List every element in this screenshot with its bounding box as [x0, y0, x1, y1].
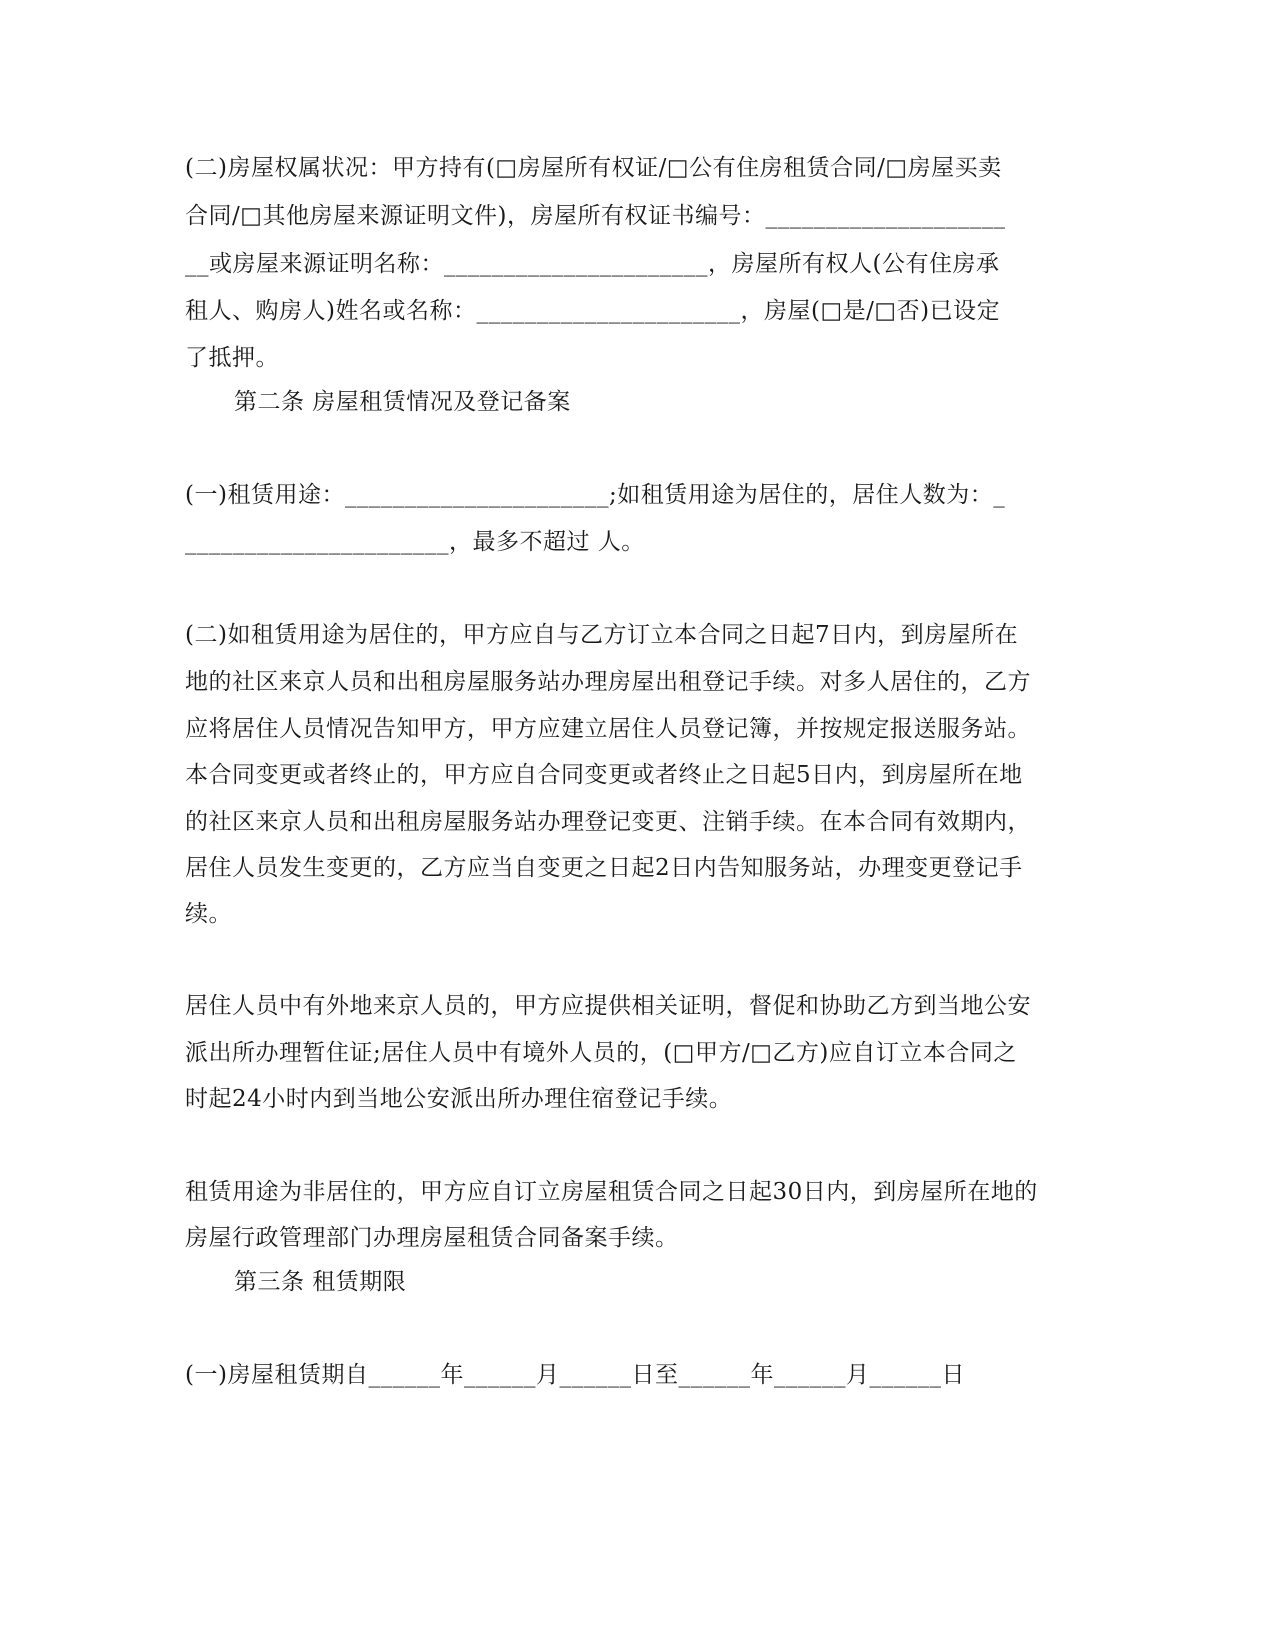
text-line: 本合同变更或者终止的，甲方应自合同变更或者终止之日起5日内，到房屋所在地 [185, 762, 1023, 788]
text-line: 合同/□其他房屋来源证明文件)，房屋所有权证书编号：____________________ [185, 203, 1006, 229]
text-line: __或房屋来源证明名称：______________________，房屋所有权人(公有住房承 [185, 251, 1000, 277]
text-line: 房屋行政管理部门办理房屋租赁合同备案手续。 [185, 1225, 679, 1251]
text-line: 续。 [185, 901, 232, 927]
text-line: 地的社区来京人员和出租房屋服务站办理房屋出租登记手续。对多人居住的，乙方 [185, 669, 1031, 695]
text-line: 租赁用途为非居住的，甲方应自订立房屋租赁合同之日起30日内，到房屋所在地的 [185, 1179, 1038, 1205]
text-line: ______________________，最多不超过 人。 [185, 529, 645, 555]
text-line: 派出所办理暂住证;居住人员中有境外人员的，(□甲方/□乙方)应自订立本合同之 [185, 1040, 1017, 1066]
text-line: 了抵押。 [185, 345, 279, 371]
text-line: 居住人员发生变更的，乙方应当自变更之日起2日内告知服务站，办理变更登记手 [185, 855, 1023, 881]
text-line: (一)租赁用途：______________________;如租赁用途为居住的，居住人数为：_ [185, 482, 1006, 508]
text-line: 时起24小时内到当地公安派出所办理住宿登记手续。 [185, 1086, 733, 1112]
text-line: 居住人员中有外地来京人员的，甲方应提供相关证明，督促和协助乙方到当地公安 [185, 993, 1031, 1019]
article-heading: 第二条 房屋租赁情况及登记备案 [234, 389, 571, 415]
text-line: 的社区来京人员和出租房屋服务站办理登记变更、注销手续。在本合同有效期内， [185, 809, 1031, 835]
text-line: 租人、购房人)姓名或名称：______________________，房屋(□是/□否)已设定 [185, 298, 1001, 324]
text-line: (一)房屋租赁期自______年______月______日至______年______月______日 [185, 1362, 965, 1388]
text-line: 应将居住人员情况告知甲方，甲方应建立居住人员登记簿，并按规定报送服务站。 [185, 716, 1031, 742]
text-line: (二)房屋权属状况：甲方持有(□房屋所有权证/□公有住房租赁合同/□房屋买卖 [185, 155, 1002, 181]
article-heading: 第三条 租赁期限 [234, 1269, 407, 1295]
text-line: (二)如租赁用途为居住的，甲方应自与乙方订立本合同之日起7日内，到房屋所在 [185, 622, 1019, 648]
